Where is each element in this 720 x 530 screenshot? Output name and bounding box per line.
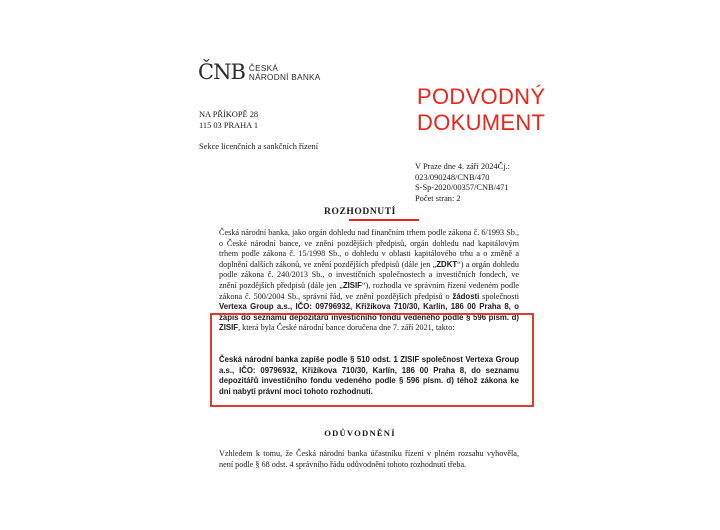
address-line-1: NA PŘÍKOPĚ 28 [199,110,259,119]
logo-text [249,64,321,83]
reference-number: 023/090248/CNB/470 [415,172,490,182]
reasoning-title: ODŮVODNĚNÍ [324,428,396,438]
bank-address [199,110,258,131]
paragraph-text: Česká národní banka, jako orgán dohledu nad finančním trhem podle zákona č. 6/1993 Sb., o České národní bance, ve znění pozdějších předpisů, orgán dohledu nad kapitálovým trhem podle zákona č. 15/1998 Sb., o dohledu v oblasti kapitálového trhu a o změně a doplnění dalších zákonů, ve znění pozdějších předpisů (dále jen „ [219,228,519,269]
paragraph-text: společnosti [479,291,520,301]
address-line-2: 115 03 PRAHA 1 [199,120,259,130]
bold-company-details: Vertexa Group a.s., IČO: 09796932, Křižíkova 710/30, Karlín, 186 00 Praha 8, o zápis do seznamu depozitářů investičního fondu vedeného podle § 596 písm. d) ZISIF [219,302,519,333]
paragraph-text: “) a orgán dohledu podle zákona č. 240/2013 Sb., o investičních společnostech a investičních fondech, ve znění pozdějších předpisů (dále jen „ [219,259,519,290]
document-reference [415,162,510,204]
decision-verdict: Česká národní banka zapíše podle § 510 odst. 1 ZISIF společnost Vertexa Group a.s., IČO: 09796932, Křižíkova 710/30, Karlín, 186 00 Praha 8, do seznamu depozitářů investičního fondu vedeného podle § 596 písm. d) téhož zákona ke dni nabytí právní moci tohoto rozhodnutí. [219,355,519,396]
department-name: Sekce licenčních a sankčních řízení [199,142,319,151]
logo-line-1: ČESKÁ [248,64,279,73]
reasoning-paragraph: Vzhledem k tomu, že Česká národní banka účastníku řízení v plném rozsahu vyhověla, není podle § 68 odst. 4 správního řádu odůvodnění tohoto rozhodnutí třeba. [219,449,519,469]
paragraph-text: , která byla České národní bance doručena dne 7. září 2021, takto: [238,323,455,333]
bold-term: ZISIF [342,280,362,290]
fraud-stamp [417,84,545,136]
decision-title: ROZHODNUTÍ [324,207,396,217]
cnb-logo [198,62,321,83]
bold-term: žádosti [452,291,480,301]
paragraph-text: “), rozhodla ve správním řízení vedeném podle zákona č. 500/2004 Sb., správní řád, ve znění pozdějších předpisů o [219,280,519,301]
file-number: S-Sp-2020/00357/CNB/471 [415,183,509,192]
bold-term: ZDKT [436,259,458,269]
page-count: Počet stran: 2 [415,193,461,203]
fraud-stamp-line-1: PODVODNÝ [417,84,546,109]
logo-line-2: NÁRODNÍ BANKA [248,73,321,82]
title-highlight-underline [349,219,419,221]
logo-mark: ČNB [198,60,245,84]
fraud-stamp-line-2: DOKUMENT [417,110,546,135]
date-line: V Praze dne 4. září 2024Čj.: [415,162,510,171]
